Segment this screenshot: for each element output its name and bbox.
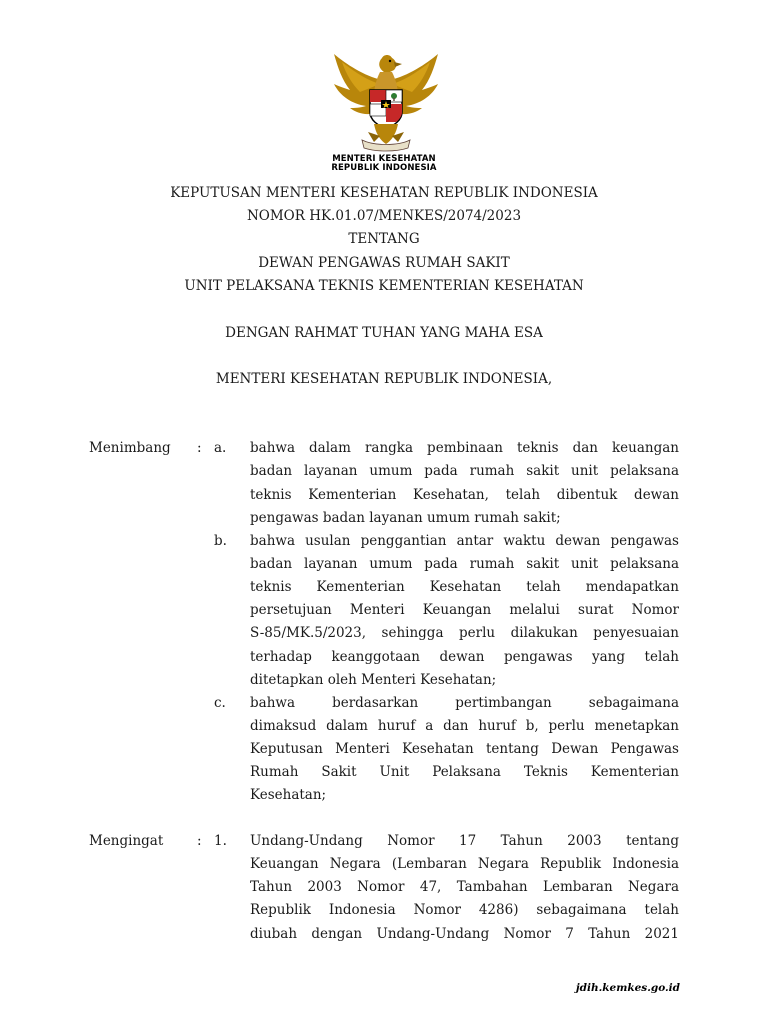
menimbang-item-a-marker: a.: [214, 440, 227, 456]
emblem-caption-line1: MENTERI KESEHATAN: [332, 154, 436, 164]
decree-title: KEPUTUSAN MENTERI KESEHATAN REPUBLIK INDONESIA: [170, 185, 598, 201]
menimbang-b-line1: bahwa usulan penggantian antar waktu dewan pengawas: [250, 533, 679, 549]
decree-subject-line2: UNIT PELAKSANA TEKNIS KEMENTERIAN KESEHATAN: [184, 278, 584, 294]
menimbang-a-line2: badan layanan umum pada rumah sakit unit pelaksana: [250, 463, 679, 479]
garuda-emblem-icon: [324, 50, 448, 154]
menimbang-b-line6: terhadap keanggotaan dewan pengawas yang telah: [250, 649, 679, 665]
mengingat-item-1-marker: 1.: [214, 833, 227, 849]
issuing-official: MENTERI KESEHATAN REPUBLIK INDONESIA,: [215, 371, 553, 387]
decree-subject-line1: DEWAN PENGAWAS RUMAH SAKIT: [258, 255, 510, 271]
mengingat-1-line1: Undang-Undang Nomor 17 Tahun 2003 tentang: [250, 833, 679, 849]
menimbang-b-line4: persetujuan Menteri Keuangan melalui surat Nomor: [250, 602, 679, 618]
mengingat-1-line5: diubah dengan Undang-Undang Nomor 7 Tahun 2021: [250, 926, 679, 942]
menimbang-a-line4: pengawas badan layanan umum rumah sakit;: [250, 510, 561, 526]
mengingat-1-line4: Republik Indonesia Nomor 4286) sebagaimana telah: [250, 902, 679, 918]
menimbang-b-line2: badan layanan umum pada rumah sakit unit pelaksana: [250, 556, 679, 572]
menimbang-c-line2: dimaksud dalam huruf a dan huruf b, perlu menetapkan: [250, 718, 679, 734]
menimbang-c-line1: bahwa berdasarkan pertimbangan sebagaimana: [250, 695, 679, 711]
menimbang-b-line3: teknis Kementerian Kesehatan telah mendapatkan: [250, 579, 679, 595]
mengingat-label: Mengingat: [89, 833, 164, 849]
decree-number: NOMOR HK.01.07/MENKES/2074/2023: [246, 208, 522, 224]
menimbang-a-line3: teknis Kementerian Kesehatan, telah dibentuk dewan: [250, 487, 679, 503]
menimbang-a-line1: bahwa dalam rangka pembinaan teknis dan keuangan: [250, 440, 679, 456]
menimbang-c-line3: Keputusan Menteri Kesehatan tentang Dewan Pengawas: [250, 741, 679, 757]
decree-about: TENTANG: [348, 231, 420, 247]
footer-site: jdih.kemkes.go.id: [575, 982, 680, 994]
menimbang-b-line7: ditetapkan oleh Menteri Kesehatan;: [250, 672, 497, 688]
mengingat-1-line3: Tahun 2003 Nomor 47, Tambahan Lembaran Negara: [250, 879, 679, 895]
menimbang-colon: :: [197, 440, 202, 456]
menimbang-c-line4: Rumah Sakit Unit Pelaksana Teknis Kementerian: [250, 764, 679, 780]
mengingat-1-line2: Keuangan Negara (Lembaran Negara Republik Indonesia: [250, 856, 679, 872]
menimbang-b-line5: S-85/MK.5/2023, sehingga perlu dilakukan penyesuaian: [250, 625, 679, 641]
menimbang-label: Menimbang: [89, 440, 171, 456]
mengingat-colon: :: [197, 833, 202, 849]
menimbang-c-line5: Kesehatan;: [250, 787, 327, 803]
menimbang-item-b-marker: b.: [214, 533, 227, 549]
menimbang-item-c-marker: c.: [214, 695, 226, 711]
emblem-caption-line2: REPUBLIK INDONESIA: [331, 163, 437, 173]
invocation: DENGAN RAHMAT TUHAN YANG MAHA ESA: [225, 325, 543, 341]
